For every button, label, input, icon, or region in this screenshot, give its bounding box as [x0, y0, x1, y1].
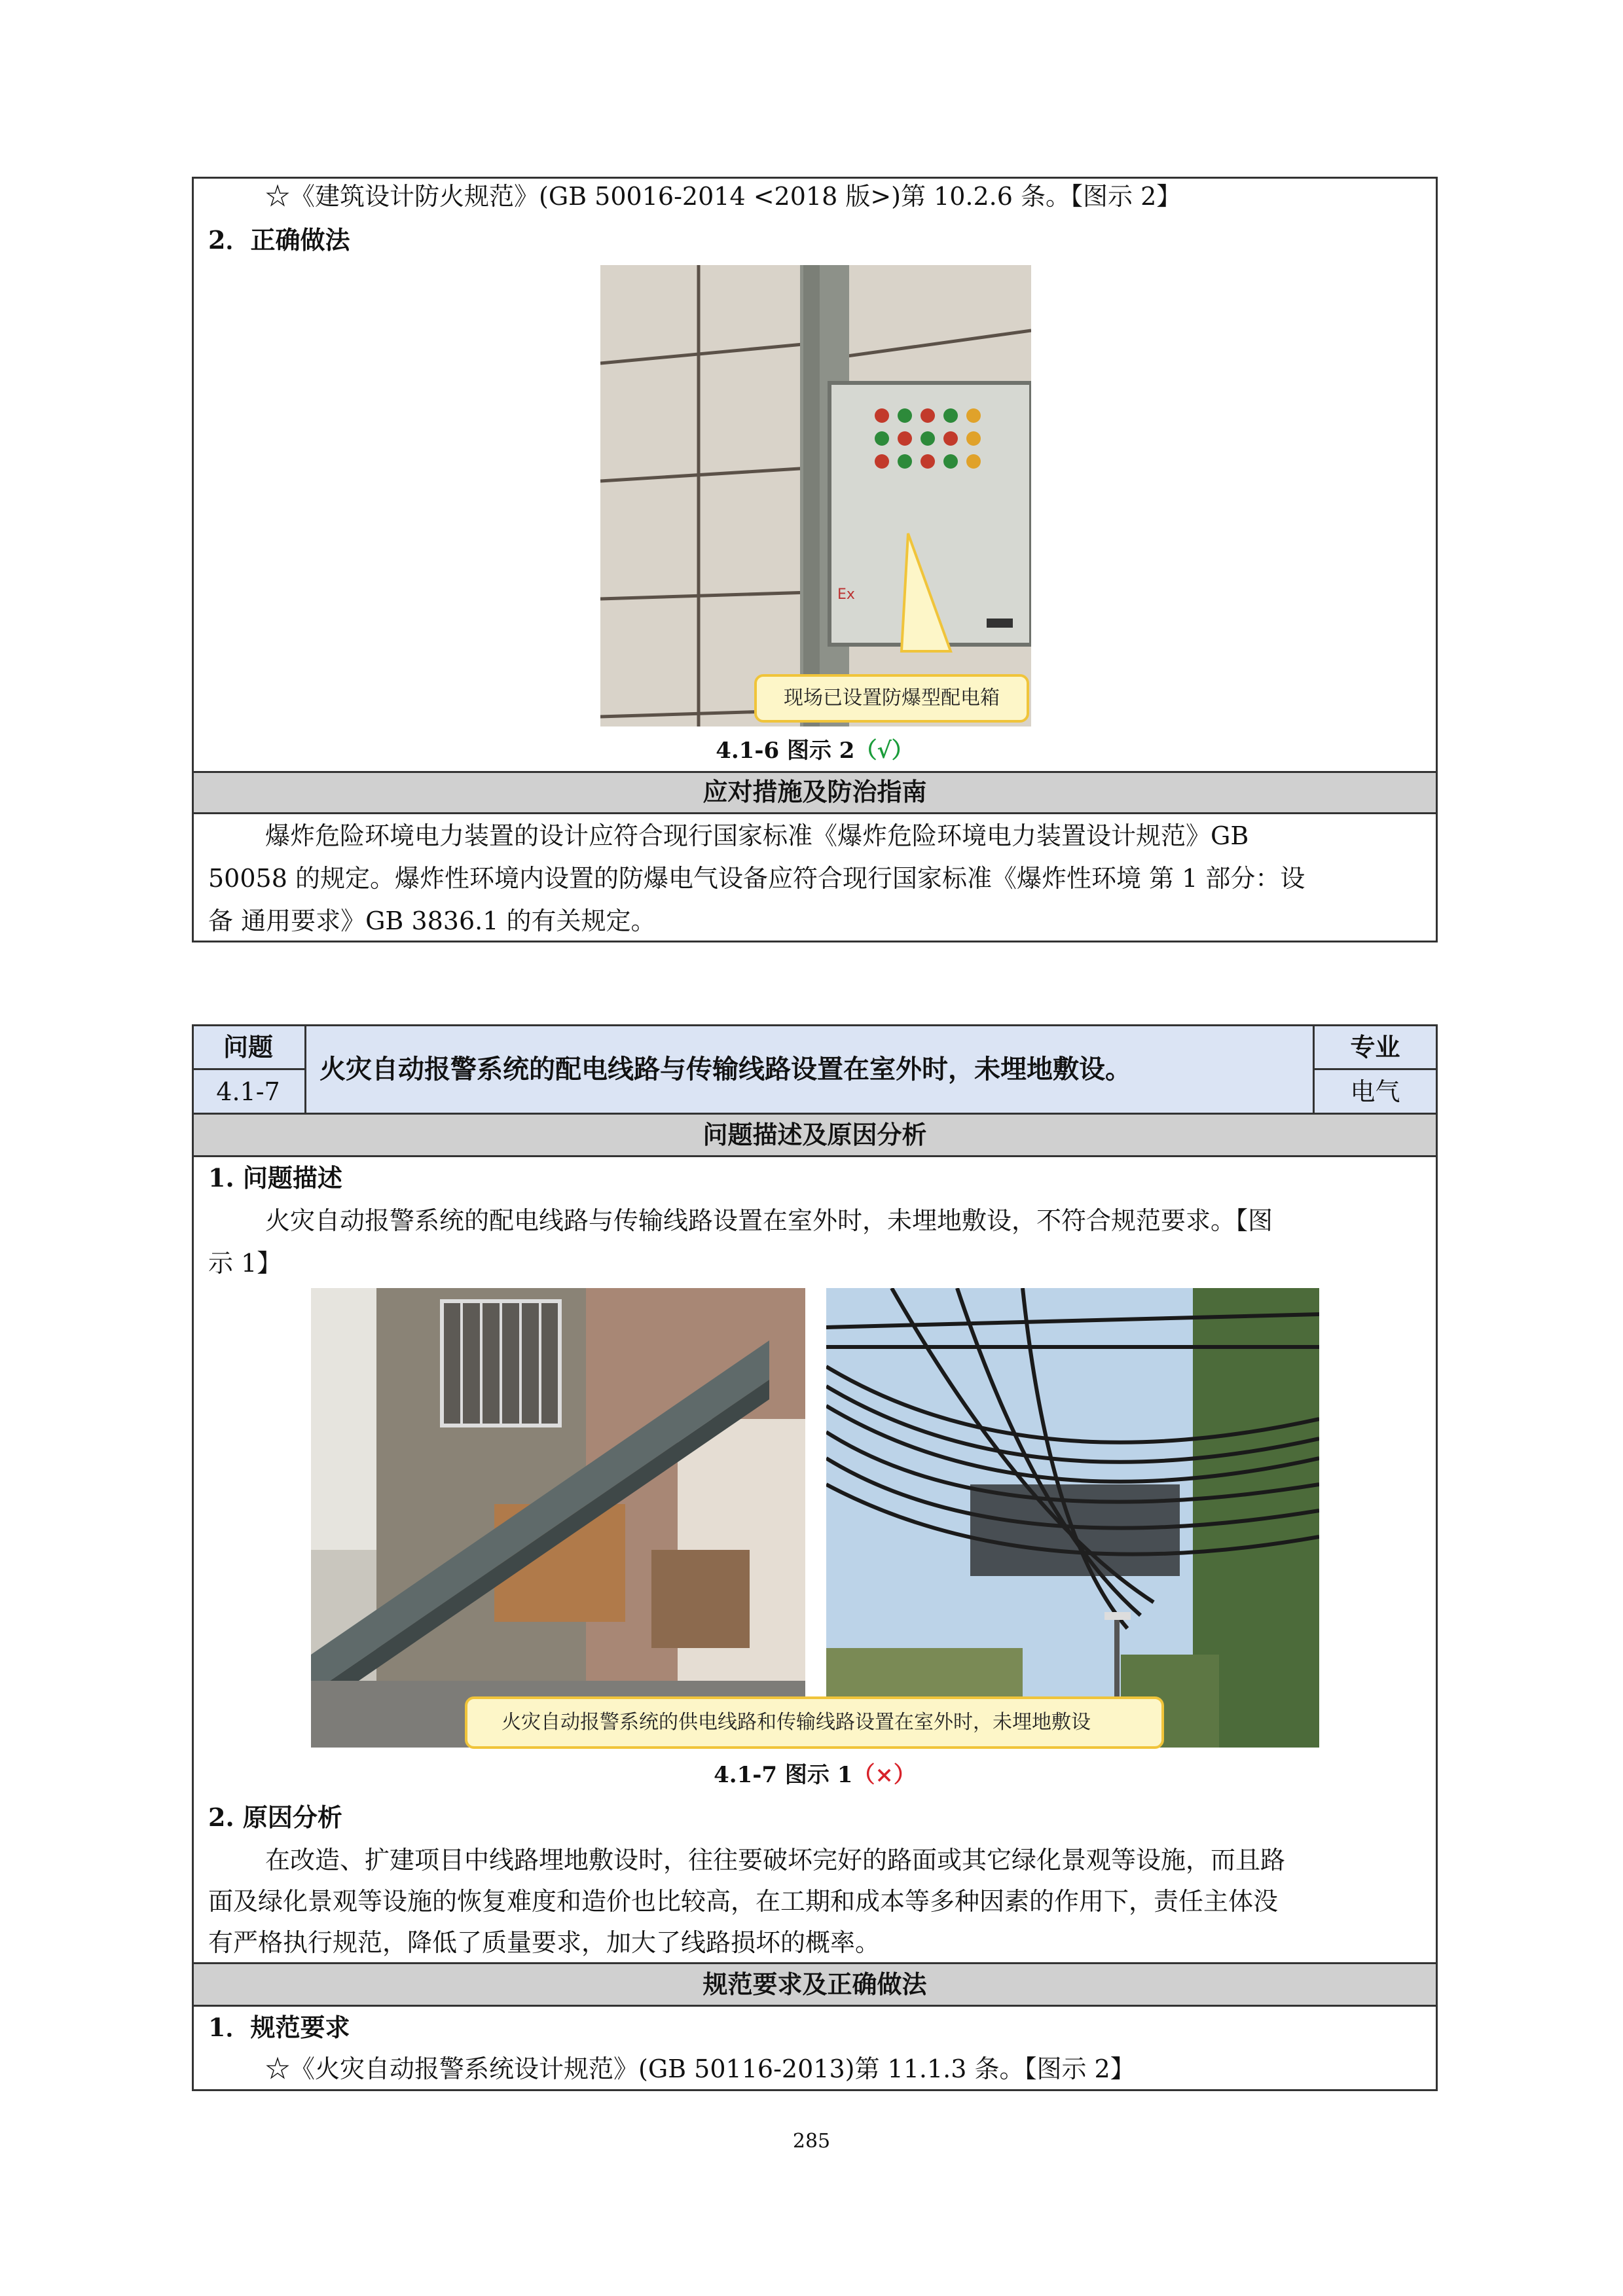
discipline-value: 电气 [1350, 1077, 1400, 1106]
figure-caption-text: 4.1-6 图示 2 [716, 738, 855, 764]
measures-line-3: 备 通用要求》GB 3836.1 的有关规定。 [208, 906, 656, 935]
cause-line-3: 有严格执行规范，降低了质量要求，加大了线路损坏的概率。 [208, 1928, 881, 1957]
issue-number: 4.1-7 [216, 1077, 280, 1106]
cause-line-2: 面及绿化景观等设施的恢复难度和造价也比较高，在工期和成本等多种因素的作用下，责任主体没 [208, 1887, 1279, 1916]
check-mark-icon: （√） [854, 738, 914, 764]
spec-subheading: 1．规范要求 [208, 2013, 350, 2042]
svg-text:Ex: Ex [837, 586, 855, 603]
cross-mark-icon: （×） [852, 1762, 916, 1788]
measures-line-1: 爆炸危险环境电力装置的设计应符合现行国家标准《爆炸危险环境电力装置设计规范》GB [265, 821, 1249, 850]
divider [192, 1155, 1438, 1157]
correct-practice-heading: 2．正确做法 [208, 225, 350, 255]
figure-caption-4-1-6 [192, 730, 1438, 772]
divider [1313, 1068, 1438, 1070]
analysis-heading: 问题描述及原因分析 [702, 1120, 927, 1149]
cable-tray-photo [311, 1288, 805, 1748]
figure-caption-text: 4.1-7 图示 1 [714, 1762, 853, 1788]
divider [192, 1068, 304, 1070]
problem-description-line-1: 火灾自动报警系统的配电线路与传输线路设置在室外时，未埋地敷设，不符合规范要求。【图 [265, 1206, 1273, 1235]
cause-line-1: 在改造、扩建项目中线路埋地敷设时，往往要破坏完好的路面或其它绿化景观等设施，而且路 [265, 1846, 1286, 1874]
spec-reference-line: ☆《火灾自动报警系统设计规范》(GB 50116-2013)第 11.1.3 条。【图示 2】 [265, 2054, 1135, 2083]
discipline-label: 专业 [1350, 1032, 1400, 1062]
measures-line-2: 50058 的规定。爆炸性环境内设置的防爆电气设备应符合现行国家标准《爆炸性环境 第 1 部分：设 [208, 864, 1305, 893]
divider [192, 2005, 1438, 2007]
overhead-wires-photo [826, 1288, 1319, 1748]
problem-description-heading: 1. 问题描述 [208, 1163, 342, 1193]
cause-analysis-heading: 2. 原因分析 [208, 1803, 342, 1832]
problem-description-line-2: 示 1】 [208, 1249, 282, 1278]
issue-title: 火灾自动报警系统的配电线路与传输线路设置在室外时，未埋地敷设。 [319, 1054, 1131, 1085]
explosion-proof-box-photo [600, 265, 1031, 726]
overhead-wires-callout: 火灾自动报警系统的供电线路和传输线路设置在室外时，未埋地敷设 [465, 1696, 1164, 1749]
explosion-proof-callout: 现场已设置防爆型配电箱 [754, 674, 1029, 723]
figure-caption-4-1-7 [192, 1754, 1438, 1796]
spec-heading: 规范要求及正确做法 [702, 1969, 927, 1999]
page-number: 285 [792, 2130, 831, 2153]
reference-line: ☆《建筑设计防火规范》(GB 50016-2014 <2018 版>)第 10.2.6 条。【图示 2】 [265, 182, 1182, 211]
problem-label: 问题 [223, 1032, 273, 1062]
divider [192, 812, 1438, 814]
measures-heading: 应对措施及防治指南 [702, 777, 927, 806]
divider [304, 1024, 306, 1115]
